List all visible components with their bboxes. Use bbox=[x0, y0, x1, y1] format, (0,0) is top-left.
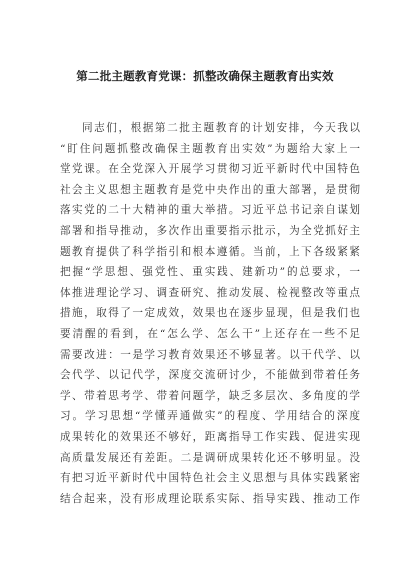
paragraph-line: 措施，取得了一定成效，效果也在逐步显现，但是我们也 bbox=[60, 307, 360, 320]
paragraph-line: 社会主义思想主题教育是党中央作出的重大部署，是贯彻 bbox=[60, 183, 360, 196]
paragraph-line: 堂党课。在全党深入开展学习贯彻习近平新时代中国特色 bbox=[60, 163, 360, 176]
paragraph-line: 会代学、以记代学，深度交流研讨少，不能做到带着任务 bbox=[60, 369, 360, 382]
document-body bbox=[60, 118, 360, 509]
paragraph-line: 习。学习思想“学懂弄通做实”的程度、学用结合的深度 bbox=[60, 410, 360, 423]
paragraph-line: 学、带着思考学、带着问题学，缺乏多层次、多角度的学 bbox=[60, 389, 360, 402]
document-title: 第二批主题教育党课：抓整改确保主题教育出实效 bbox=[76, 69, 334, 83]
paragraph-line: 落实党的二十大精神的重大举措。习近平总书记亲自谋划 bbox=[60, 204, 360, 217]
paragraph-line: 高质量发展还有差距。二是调研成果转化还不够明显。没 bbox=[60, 451, 360, 464]
paragraph-line: “盯住问题抓整改确保主题教育出实效”为题给大家上一 bbox=[60, 142, 360, 155]
paragraph-line: 有把习近平新时代中国特色社会主义思想与具体实践紧密 bbox=[60, 472, 360, 485]
paragraph-line: 题教育提供了科学指引和根本遵循。当前，上下各级紧紧 bbox=[60, 245, 360, 258]
paragraph-line: 结合起来，没有形成理论联系实际、指导实践、推动工作 bbox=[60, 492, 360, 505]
paragraph-line: 要清醒的看到，在“怎么学、怎么干”上还存在一些不足 bbox=[60, 327, 360, 340]
paragraph-line: 成果转化的效果还不够好，距离指导工作实践、促进实现 bbox=[60, 430, 360, 443]
paragraph-line: 把握“学思想、强党性、重实践、建新功”的总要求，一 bbox=[60, 266, 360, 279]
paragraph-line: 需要改进：一是学习教育效果还不够显著。以干代学、以 bbox=[60, 348, 360, 361]
paragraph-line: 体推进理论学习、调查研究、推动发展、检视整改等重点 bbox=[60, 286, 360, 299]
paragraph-line: 部署和指导推动，多次作出重要指示批示，为全党抓好主 bbox=[60, 224, 360, 237]
paragraph-line: 同志们，根据第二批主题教育的计划安排，今天我以 bbox=[82, 122, 360, 134]
